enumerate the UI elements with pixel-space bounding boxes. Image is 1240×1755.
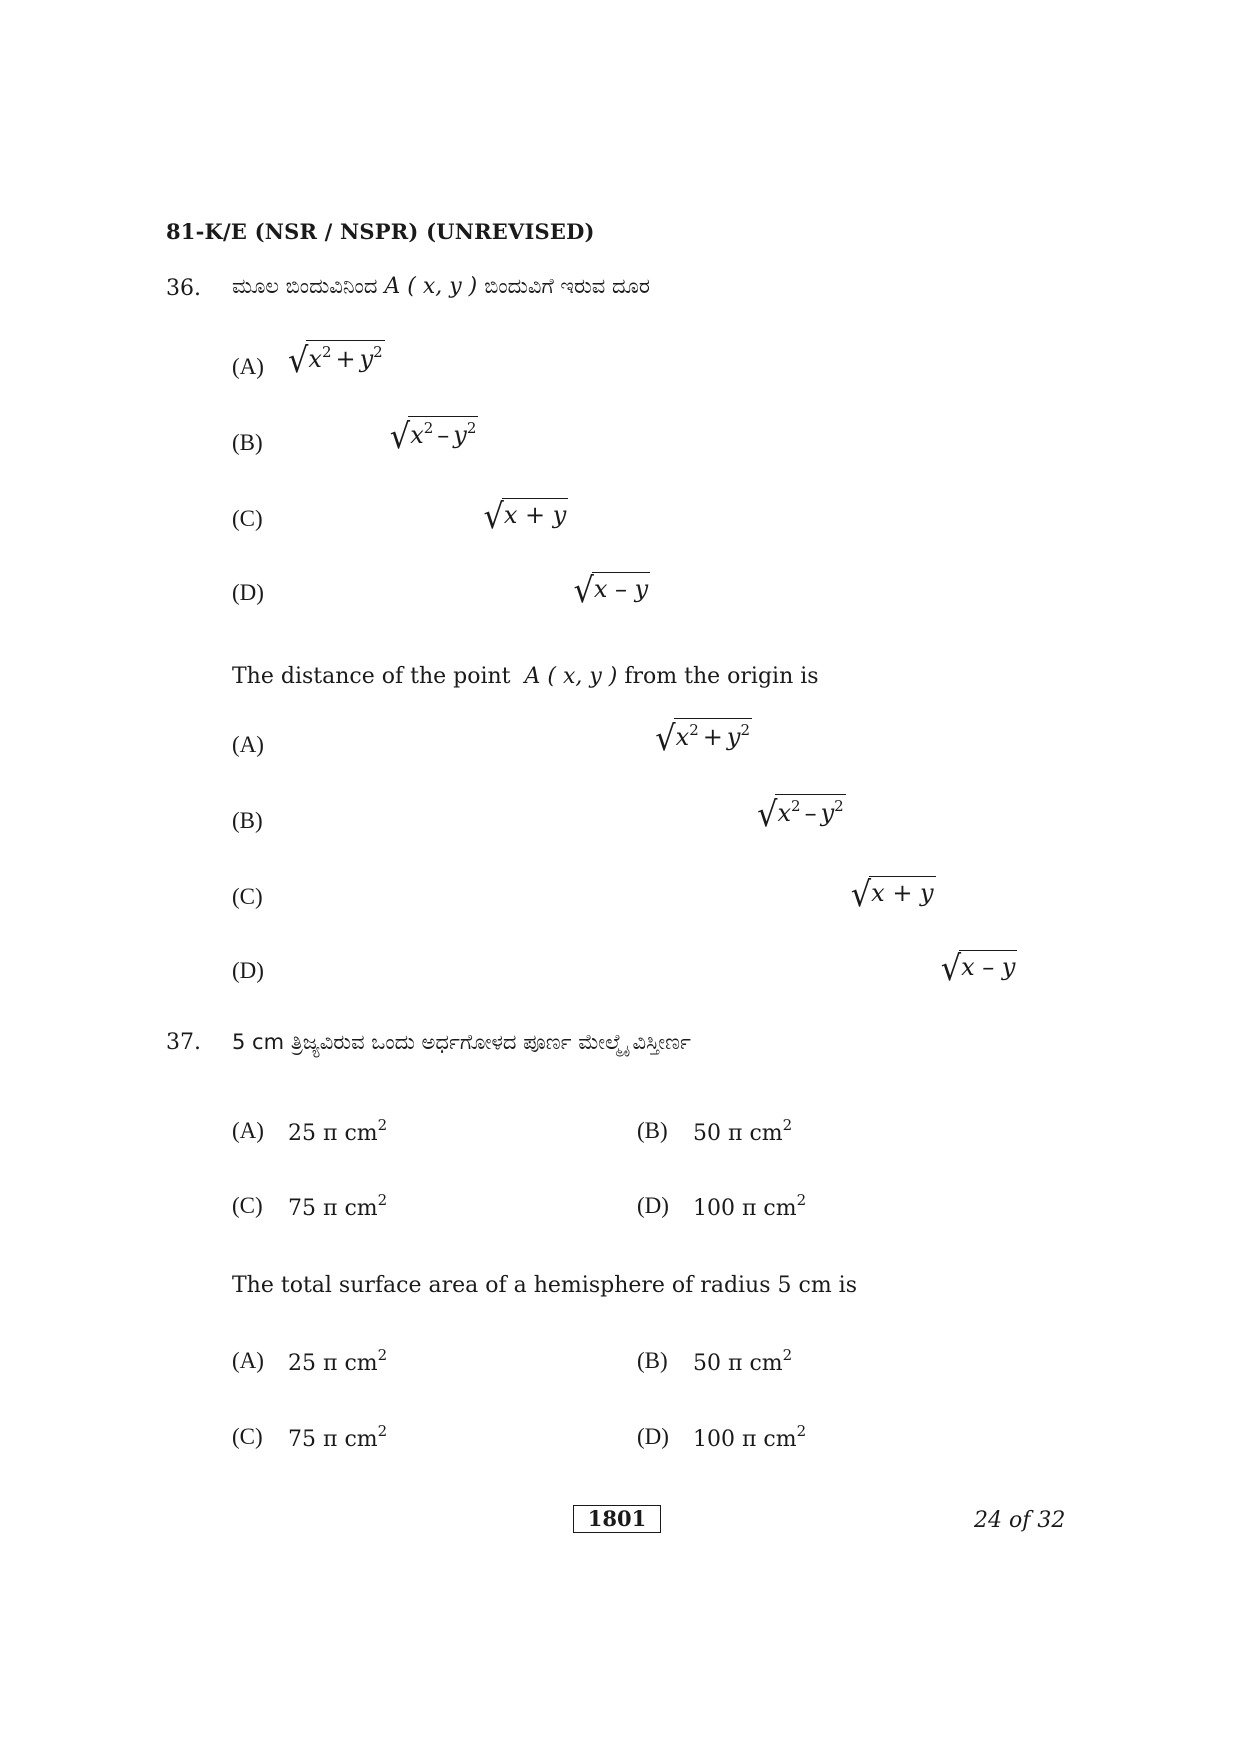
q36-en-option-a-expr: $√x^2 + y^2$: [655, 717, 750, 759]
q36-kn-option-b-expr: $√x^2 - y^2$: [389, 415, 477, 457]
q37-en-option-c-label: (C): [232, 1424, 263, 1449]
paper-code-box: 1801: [573, 1505, 661, 1533]
q36-kn-option-a-expr: $√x^2 + y^2$: [288, 339, 383, 381]
q36-kn-option-d-expr: √x – y: [573, 569, 649, 611]
q36-en-option-b-expr: $√x^2 - y^2$: [757, 793, 844, 835]
q37-kn-option-d-label: (D): [637, 1193, 669, 1218]
q36-kn-option-d-label: (D): [232, 580, 264, 605]
q36-en-option-c-expr: √x + y: [850, 873, 934, 915]
q36-en-option-b-label: (B): [232, 808, 263, 833]
q37-en-option-a-value: 25 π $cm^2$: [288, 1346, 388, 1376]
q36-en-option-a-label: (A): [232, 732, 264, 757]
q37-en-option-b-label: (B): [637, 1348, 668, 1373]
question-36-english-text: [232, 664, 819, 689]
q37-en-option-b-value: 50 π $cm^2$: [693, 1346, 793, 1376]
q37-kn-option-d-value: 100 π $cm^2$: [693, 1191, 807, 1221]
q37-kn-option-a-value: 25 π $cm^2$: [288, 1116, 388, 1146]
question-37-english-text: The total surface area of a hemisphere of radius 5 cm is: [232, 1273, 858, 1298]
q37-kn-option-a-label: (A): [232, 1118, 264, 1143]
q36-en-option-d-label: (D): [232, 958, 264, 983]
question-37-number: 37.: [166, 1030, 201, 1055]
q36-en-part1: The distance of the point: [232, 664, 511, 689]
q36-en-option-c-label: (C): [232, 884, 263, 909]
q37-kn-option-c-value: 75 π $cm^2$: [288, 1191, 388, 1221]
q36-kn-option-a-label: (A): [232, 354, 264, 379]
q36-kn-option-c-expr: √x + y: [483, 495, 567, 537]
q36-kn-point: A ( x, y ): [384, 274, 478, 299]
q37-en-option-d-value: 100 π $cm^2$: [693, 1422, 807, 1452]
q36-en-point: A ( x, y ): [524, 664, 618, 689]
q37-kn-option-b-value: 50 π $cm^2$: [693, 1116, 793, 1146]
q36-kn-part2: ಬಿಂದುವಿಗೆ ಇರುವ ದೂರ: [484, 274, 651, 298]
q37-kn-option-c-label: (C): [232, 1193, 263, 1218]
page-number: 24 of 32: [974, 1508, 1066, 1533]
q36-kn-part1: ಮೂಲ ಬಿಂದುವಿನಿಂದ: [232, 274, 378, 298]
q36-en-part2: from the origin is: [624, 664, 819, 689]
q36-kn-option-c-label: (C): [232, 506, 263, 531]
question-37-kannada-text: 5 cm ತ್ರಿಜ್ಯವಿರುವ ಒಂದು ಅರ್ಧಗೋಳದ ಪೂರ್ಣ ಮೇಲ್ಮೈ ವಿಸ್ತೀರ್ಣ: [232, 1030, 691, 1054]
q37-en-option-a-label: (A): [232, 1348, 264, 1373]
question-36-number: 36.: [166, 276, 201, 301]
q36-en-option-d-expr: √x – y: [940, 947, 1016, 989]
question-36-kannada-text: [232, 274, 650, 299]
q36-kn-option-b-label: (B): [232, 430, 263, 455]
page-header: 81-K/E (NSR / NSPR) (UNREVISED): [166, 219, 595, 244]
q37-kn-option-b-label: (B): [637, 1118, 668, 1143]
q37-en-option-d-label: (D): [637, 1424, 669, 1449]
q37-en-option-c-value: 75 π $cm^2$: [288, 1422, 388, 1452]
